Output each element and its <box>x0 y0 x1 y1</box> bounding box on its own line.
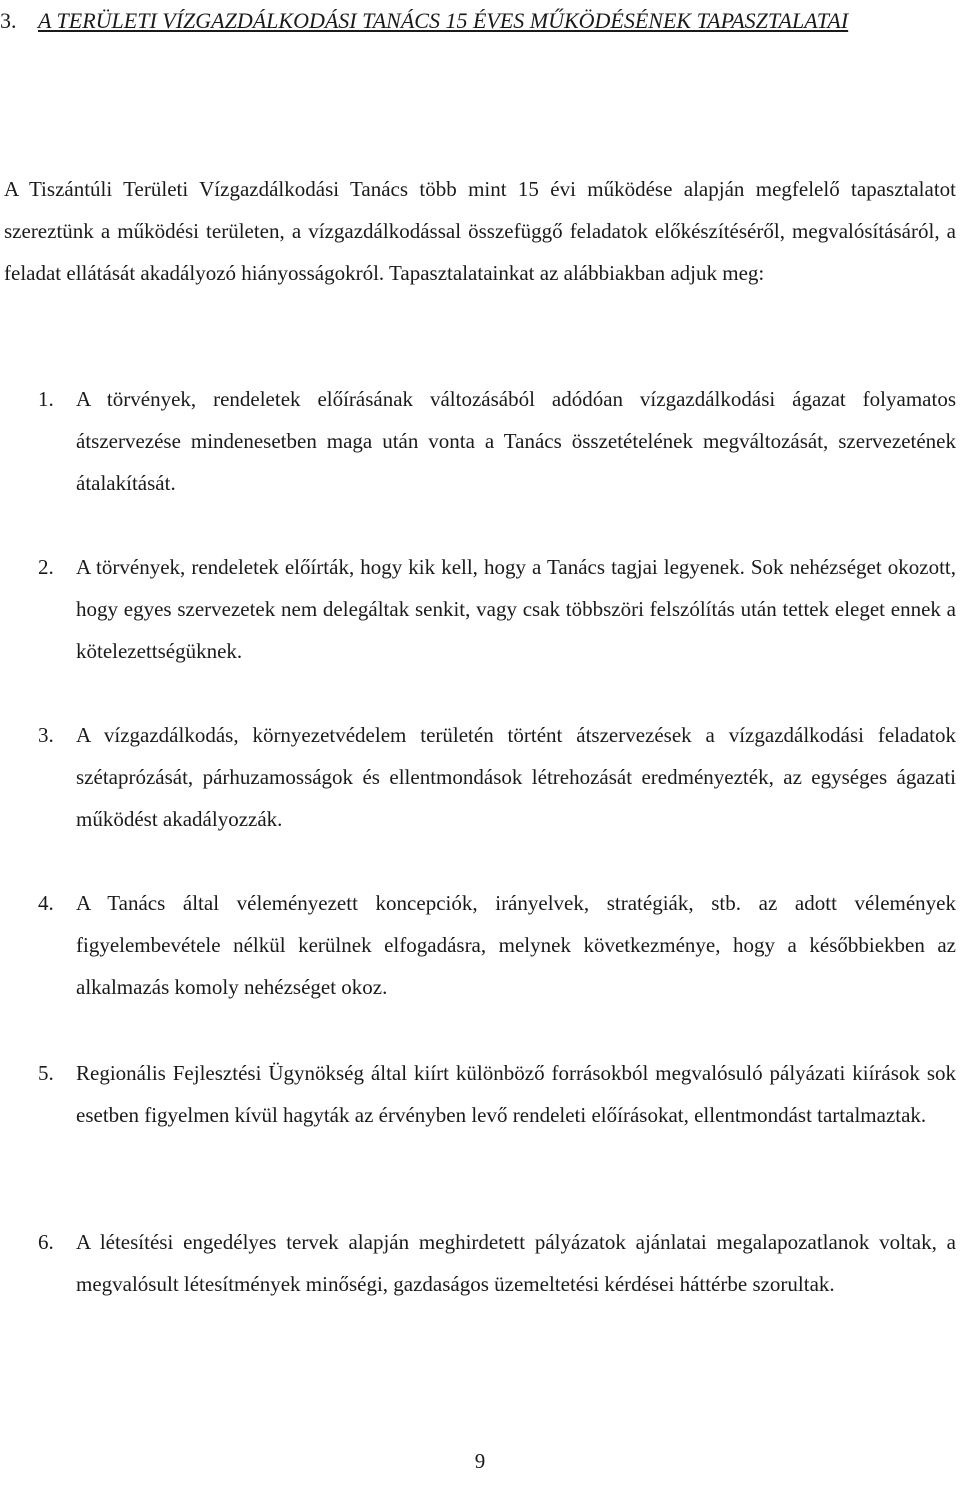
list-item-text: A létesítési engedélyes tervek alapján meghirdetett pályázatok ajánlatai megalapozatlanok voltak, a megvalósult létesítmények minőségi, gazdaságos üzemeltetési kérdései háttérbe szorultak. <box>76 1230 956 1296</box>
section-number: 3. <box>0 8 17 33</box>
list-item-number: 6. <box>38 1230 54 1254</box>
list-item-number: 5. <box>38 1061 54 1085</box>
section-title: A TERÜLETI VÍZGAZDÁLKODÁSI TANÁCS 15 ÉVES MŰKÖDÉSÉNEK TAPASZTALATAI <box>38 8 849 33</box>
list-item-number: 2. <box>38 555 54 579</box>
list-item <box>38 546 956 672</box>
list-item-number: 4. <box>38 891 54 915</box>
list-item-text: A törvények, rendeletek előírásának változásából adódóan vízgazdálkodási ágazat folyamatos átszervezése mindenesetben maga után vonta a Tanács összetételének megváltozását, szervezetének átalakítását. <box>76 387 956 495</box>
page-number: 9 <box>474 1449 486 1473</box>
list-item <box>38 714 956 840</box>
list-item <box>38 1221 956 1305</box>
list-item-text: Regionális Fejlesztési Ügynökség által kiírt különböző forrásokból megvalósuló pályázati kiírások sok esetben figyelmen kívül hagyták az érvényben levő rendeleti előírásokat, ellentmondást tartalmaztak. <box>76 1061 956 1127</box>
list-item-text: A törvények, rendeletek előírták, hogy kik kell, hogy a Tanács tagjai legyenek. Sok nehézséget okozott, hogy egyes szervezetek nem delegáltak senkit, vagy csak többszöri felszólítás után tettek eleget ennek a kötelezettségüknek. <box>76 555 956 663</box>
list-item <box>38 378 956 504</box>
list-item-number: 1. <box>38 387 54 411</box>
list-item <box>38 1052 956 1136</box>
intro-paragraph: A Tiszántúli Területi Vízgazdálkodási Tanács több mint 15 évi működése alapján megfelelő tapasztalatot szereztünk a működési területen, a vízgazdálkodással összefüggő feladatok előkészítéséről, megvalósításáról, a feladat ellátását akadályozó hiányosságokról. Tapasztalatainkat az alábbiakban adjuk meg: <box>4 177 956 285</box>
section-heading <box>0 0 956 42</box>
list-item-number: 3. <box>38 723 54 747</box>
list-item-text: A Tanács által véleményezett koncepciók, irányelvek, stratégiák, stb. az adott vélemények figyelembevétele nélkül kerülnek elfogadásra, melynek következménye, hogy a későbbiekben az alkalmazás komoly nehézséget okoz. <box>76 891 956 999</box>
list-item <box>38 882 956 1008</box>
list-item-text: A vízgazdálkodás, környezetvédelem területén történt átszervezések a vízgazdálkodási feladatok szétaprózását, párhuzamosságok és ellentmondások létrehozását eredményezték, az egységes ágazati működést akadályozzák. <box>76 723 956 831</box>
